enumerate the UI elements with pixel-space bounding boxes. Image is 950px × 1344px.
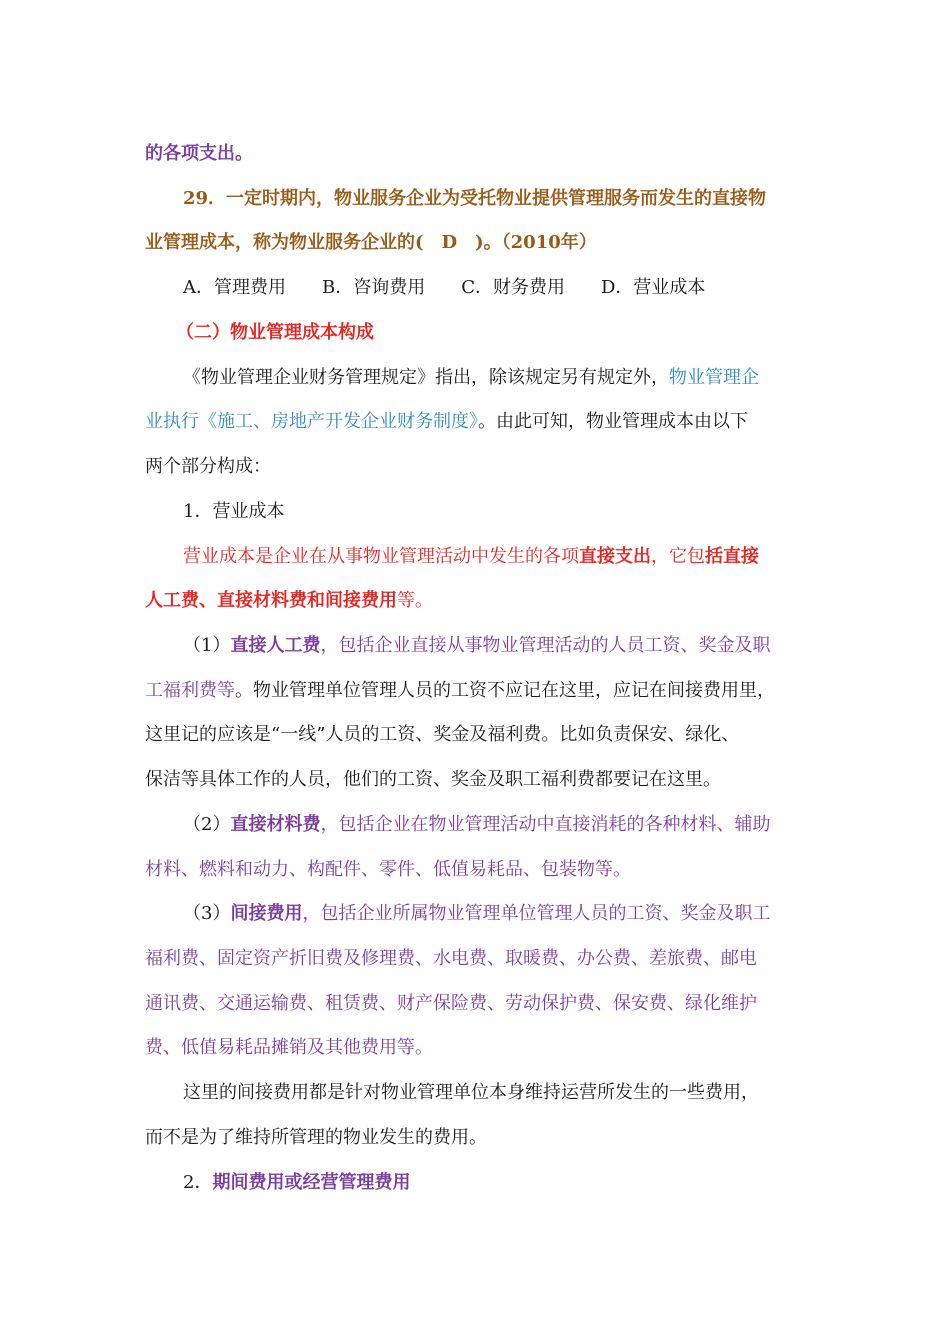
text-line bbox=[145, 409, 748, 435]
text-segment: 福利费、固定资产折旧费及修理费、水电费、取暖费、办公费、差旅费、邮电 bbox=[145, 948, 757, 969]
text-segment: ，包括企业直接从事物业管理活动的人员工资、奖金及职 bbox=[320, 635, 771, 656]
text-segment: 费、低值易耗品摊销及其他费用等。 bbox=[145, 1037, 433, 1058]
text-segment: 物业管理企 bbox=[669, 367, 759, 388]
text-segment: 材料、燃料和动力、构配件、零件、低值易耗品、包装物等。 bbox=[145, 859, 631, 880]
text-line bbox=[145, 767, 721, 793]
text-segment: 1．营业成本 bbox=[183, 501, 285, 522]
text-line bbox=[183, 812, 770, 838]
text-segment: 这里记的应该是“一线”人员的工资、奖金及福利费。比如负责保安、绿化、 bbox=[145, 724, 740, 745]
section-heading bbox=[176, 320, 374, 346]
text-segment: ，它包 bbox=[651, 546, 705, 567]
text-line bbox=[145, 588, 433, 614]
text-segment: 括直接 bbox=[705, 546, 759, 567]
answer-options bbox=[183, 275, 705, 301]
text-segment: 直接支出 bbox=[579, 546, 651, 567]
text-line bbox=[183, 365, 759, 391]
subsection-heading bbox=[183, 1170, 410, 1196]
text-line bbox=[145, 857, 631, 883]
text-line bbox=[145, 946, 757, 972]
text-segment: 营业成本是企业在从事物业管理活动中发生的各项 bbox=[183, 546, 579, 567]
text-segment: 通讯费、交通运输费、租赁费、财产保险费、劳动保护费、保安费、绿化维护 bbox=[145, 993, 757, 1014]
text-segment: 这里的间接费用都是针对物业管理单位本身维持运营所发生的一些费用， bbox=[183, 1082, 759, 1103]
text-segment: 。由此可知，物业管理成本由以下 bbox=[478, 411, 748, 432]
text-line bbox=[145, 722, 739, 748]
text-segment: 工福利费等 bbox=[145, 680, 235, 701]
text-segment: 29．一定时期内，物业服务企业为受托物业提供管理服务而发生的直接物 bbox=[183, 188, 767, 209]
text-segment: 《物业管理企业财务管理规定》指出，除该规定另有规定外， bbox=[183, 367, 669, 388]
text-segment: 业管理成本，称为物业服务企业的( D )。（2010年） bbox=[145, 232, 597, 253]
text-segment: 。物业管理单位管理人员的工资不应记在这里，应记在间接费用里， bbox=[235, 680, 775, 701]
text-segment: （2） bbox=[183, 814, 231, 835]
text-segment: 人工费、直接材料费和间接费用 bbox=[145, 590, 397, 611]
text-line bbox=[145, 991, 757, 1017]
text-line bbox=[183, 901, 770, 927]
text-segment: 而不是为了维持所管理的物业发生的费用。 bbox=[145, 1127, 487, 1148]
text-line bbox=[183, 633, 770, 659]
text-segment: 两个部分构成： bbox=[145, 456, 271, 477]
text-segment: 期间费用或经营管理费用 bbox=[212, 1172, 411, 1193]
text-line bbox=[145, 1035, 433, 1061]
text-segment: A．管理费用 B．咨询费用 C．财务费用 D．营业成本 bbox=[183, 277, 706, 298]
text-line bbox=[145, 141, 253, 167]
text-line bbox=[145, 678, 775, 704]
question-line bbox=[183, 186, 766, 212]
text-line bbox=[145, 1125, 487, 1151]
subsection-heading bbox=[183, 499, 284, 525]
text-segment: 2． bbox=[183, 1172, 213, 1193]
question-line bbox=[145, 230, 597, 256]
text-segment: 保洁等具体工作的人员，他们的工资、奖金及职工福利费都要记在这里。 bbox=[145, 769, 721, 790]
text-line bbox=[183, 1080, 759, 1106]
text-segment: 间接费用 bbox=[230, 903, 303, 924]
text-segment: ，包括企业所属物业管理单位管理人员的工资、奖金及职工 bbox=[302, 903, 771, 924]
text-segment: 业执行《施工、房地产开发企业财务制度》 bbox=[145, 411, 478, 432]
text-segment: 等。 bbox=[397, 590, 433, 611]
text-line bbox=[183, 544, 759, 570]
text-segment: （二）物业管理成本构成 bbox=[176, 322, 374, 343]
text-segment: 的各项支出。 bbox=[145, 143, 253, 164]
text-segment: （3） bbox=[183, 903, 231, 924]
text-segment: ，包括企业在物业管理活动中直接消耗的各种材料、辅助 bbox=[320, 814, 771, 835]
text-segment: 直接人工费 bbox=[230, 635, 321, 656]
text-segment: 直接材料费 bbox=[230, 814, 321, 835]
text-line bbox=[145, 454, 271, 480]
text-segment: （1） bbox=[183, 635, 231, 656]
